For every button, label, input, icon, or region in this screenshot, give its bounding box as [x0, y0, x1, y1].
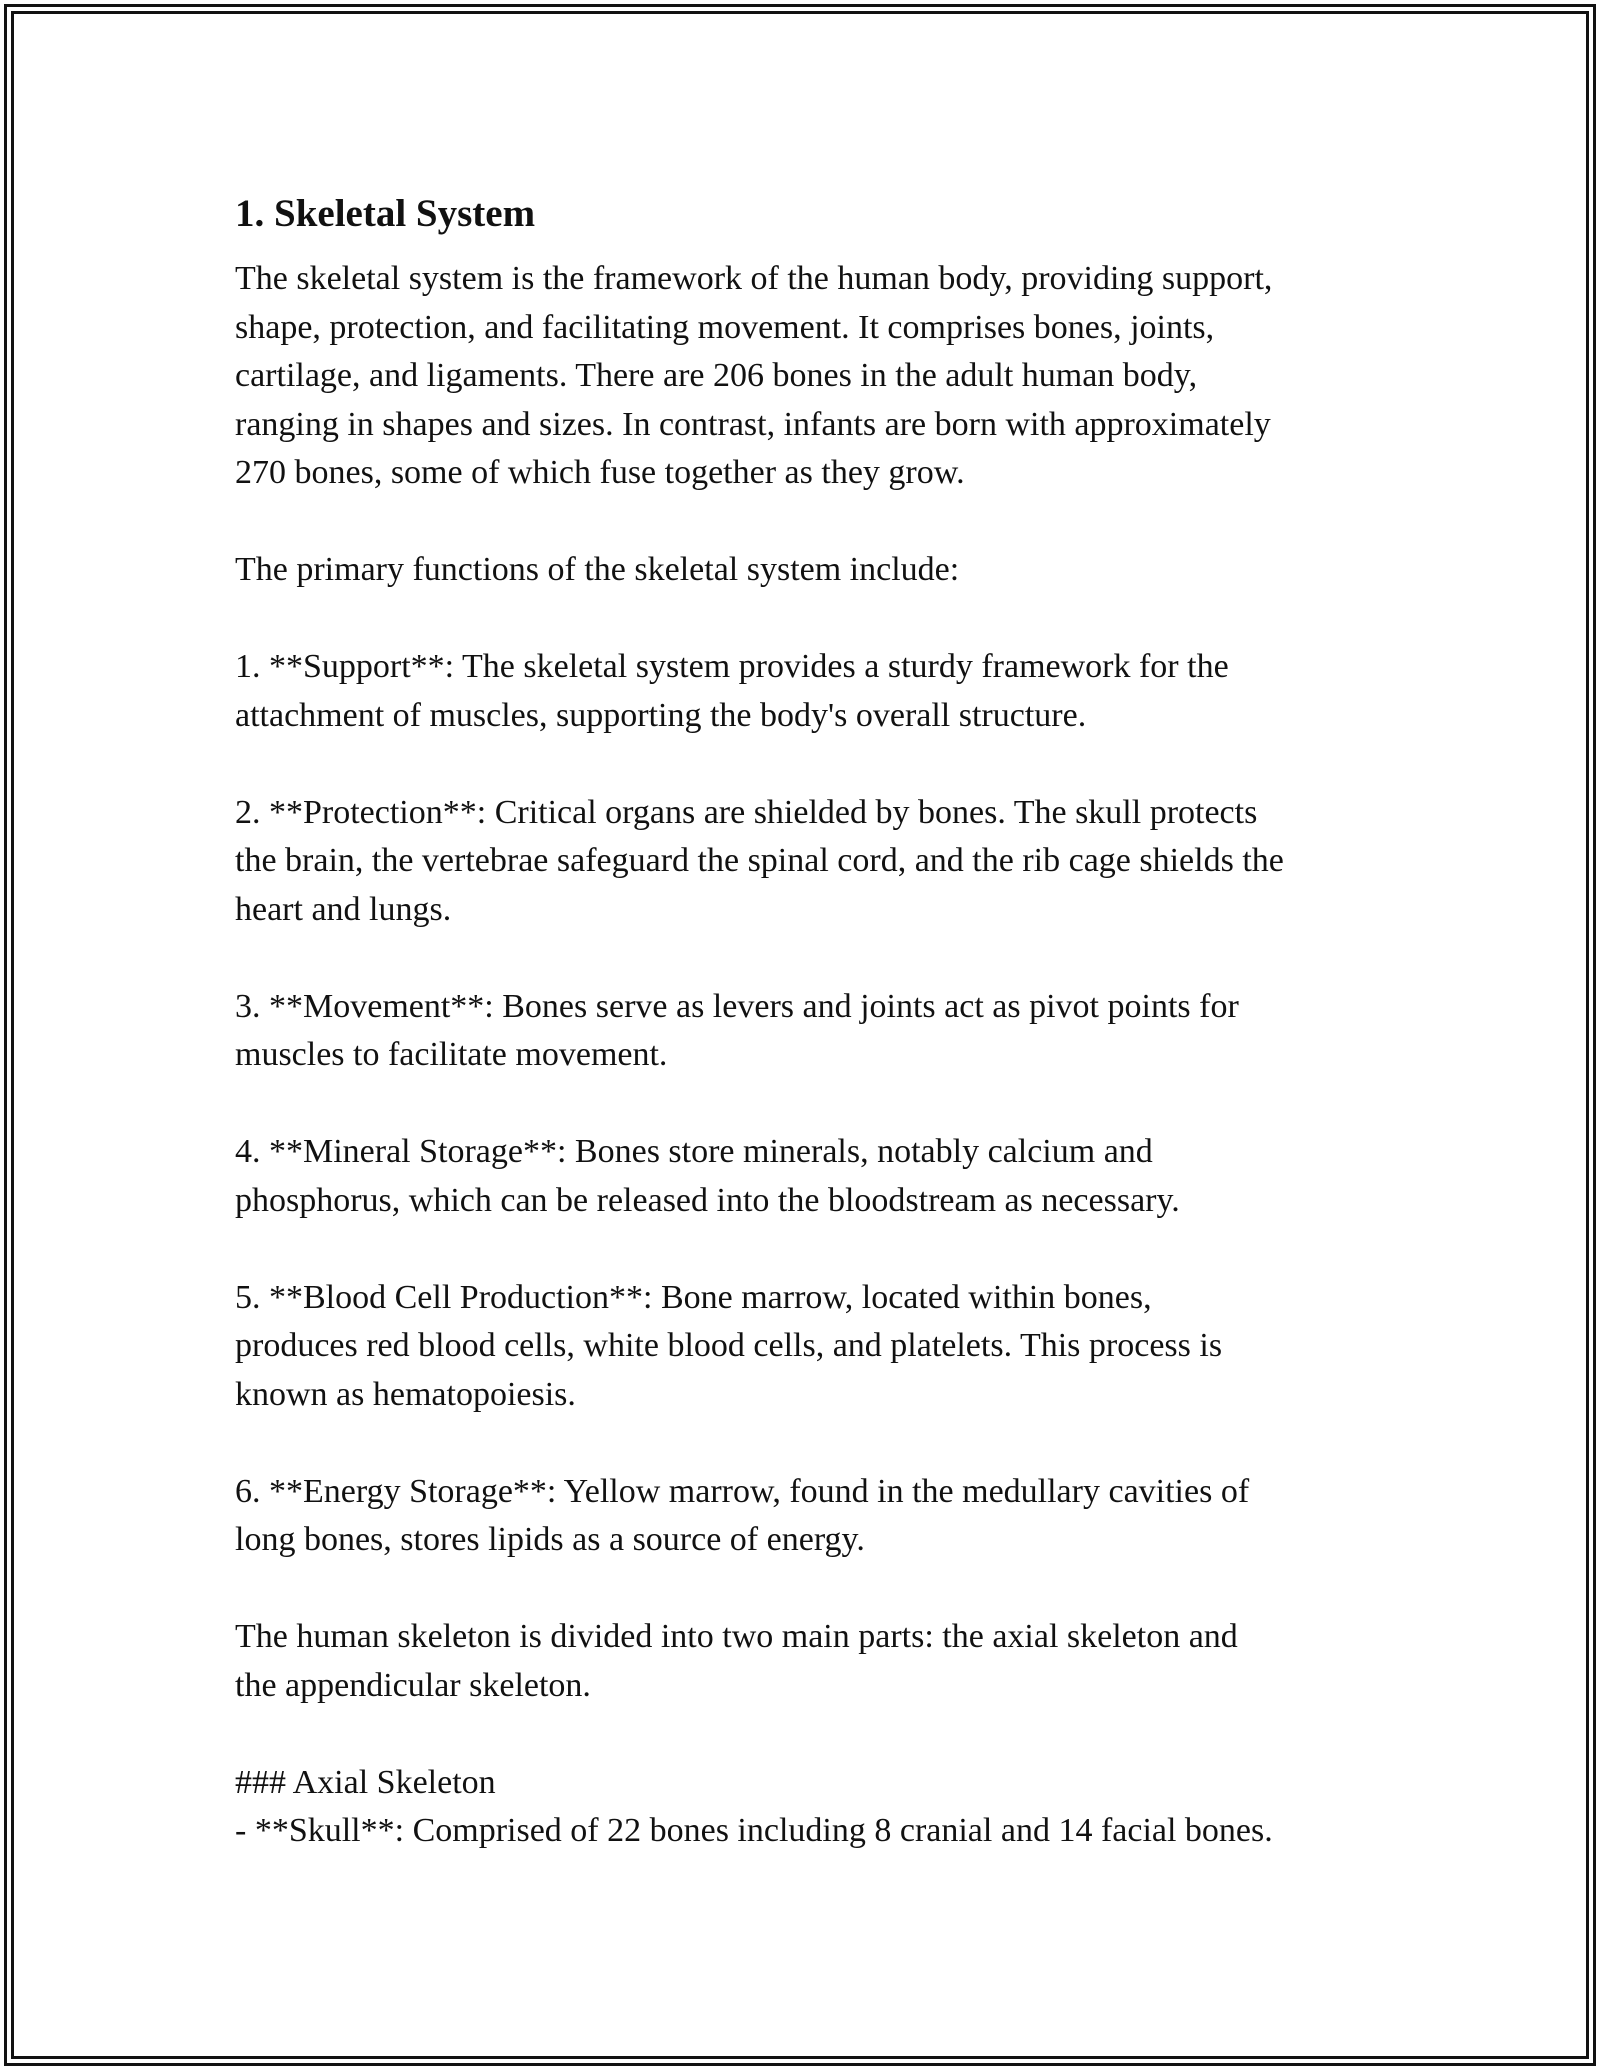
text-line: the appendicular skeleton. — [235, 1666, 591, 1704]
text-line: 1. **Support**: The skeletal system provides a sturdy framework for the — [235, 648, 1229, 685]
text-line: The primary functions of the skeletal system include: — [235, 551, 960, 588]
text-line: ranging in shapes and sizes. In contrast, infants are born with approximately — [235, 405, 1271, 443]
text-line: known as hematopoiesis. — [235, 1375, 576, 1413]
function-protection-paragraph — [235, 789, 1395, 935]
functions-intro-paragraph — [235, 546, 1395, 595]
text-line: attachment of muscles, supporting the body's overall structure. — [235, 696, 1087, 734]
function-support-paragraph — [235, 643, 1395, 740]
function-energy-storage-paragraph — [235, 1468, 1395, 1565]
text-line: heart and lungs. — [235, 890, 452, 928]
text-line: 6. **Energy Storage**: Yellow marrow, found in the medullary cavities of — [235, 1472, 1250, 1510]
text-line: 5. **Blood Cell Production**: Bone marrow, located within bones, — [235, 1278, 1152, 1316]
document-body — [235, 183, 1395, 1856]
text-line: 270 bones, some of which fuse together as they grow. — [235, 454, 965, 491]
text-line: The skeletal system is the framework of the human body, providing support, — [235, 260, 1273, 297]
function-blood-cell-production-paragraph — [235, 1274, 1395, 1420]
text-line: ### Axial Skeleton — [235, 1763, 496, 1801]
text-line: produces red blood cells, white blood cells, and platelets. This process is — [235, 1327, 1223, 1364]
text-line: the brain, the vertebrae safeguard the spinal cord, and the rib cage shields the — [235, 842, 1284, 879]
text-line: long bones, stores lipids as a source of energy. — [235, 1521, 865, 1558]
text-line: - **Skull**: Comprised of 22 bones including 8 cranial and 14 facial bones. — [235, 1812, 1273, 1849]
text-line: cartilage, and ligaments. There are 206 bones in the adult human body, — [235, 357, 1198, 394]
text-line: 2. **Protection**: Critical organs are shielded by bones. The skull protects — [235, 793, 1258, 831]
text-line: muscles to facilitate movement. — [235, 1036, 668, 1073]
intro-paragraph — [235, 255, 1395, 498]
function-mineral-storage-paragraph — [235, 1128, 1395, 1225]
skeleton-division-paragraph — [235, 1613, 1395, 1710]
text-line: The human skeleton is divided into two main parts: the axial skeleton and — [235, 1618, 1238, 1655]
text-line: phosphorus, which can be released into the bloodstream as necessary. — [235, 1181, 1180, 1219]
text-line: shape, protection, and facilitating movement. It comprises bones, joints, — [235, 308, 1215, 346]
section-title: 1. Skeletal System — [235, 192, 536, 235]
text-line: 4. **Mineral Storage**: Bones store minerals, notably calcium and — [235, 1133, 1153, 1170]
function-movement-paragraph — [235, 983, 1395, 1080]
text-line: 3. **Movement**: Bones serve as levers and joints act as pivot points for — [235, 987, 1239, 1025]
axial-skeleton-paragraph — [235, 1759, 1395, 1856]
